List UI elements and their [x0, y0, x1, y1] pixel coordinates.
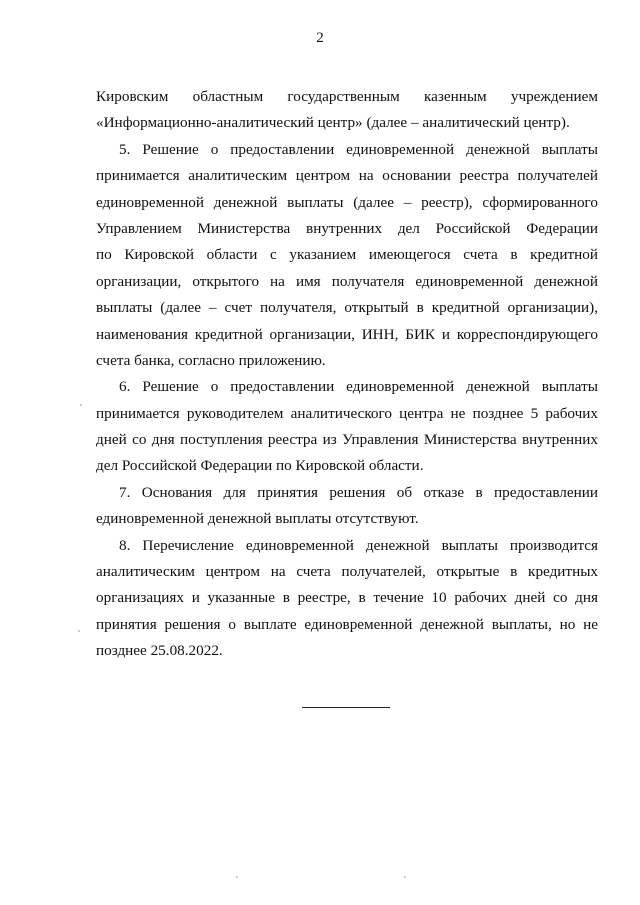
- text-line: организации, открытого на имя получателя единовременной денежной: [96, 272, 598, 290]
- end-of-document-rule: [302, 707, 390, 708]
- text-line: выплаты (далее – счет получателя, открытый в кредитной организации),: [96, 299, 598, 317]
- text-line: единовременной денежной выплаты отсутствуют.: [96, 510, 419, 528]
- page-number: 2: [316, 30, 324, 46]
- text-line: принимается аналитическим центром на основании реестра получателей: [96, 167, 598, 185]
- paragraph-item-5: [96, 137, 598, 375]
- text-line: единовременной денежной выплаты (далее – реестр), сформированного: [96, 193, 598, 211]
- scan-speck: [80, 404, 82, 406]
- text-line: дней со дня поступления реестра из Управления Министерства внутренних: [96, 431, 598, 449]
- text-line: 5. Решение о предоставлении единовременной денежной выплаты: [119, 140, 598, 158]
- text-line: позднее 25.08.2022.: [96, 642, 223, 660]
- text-line: принятия решения о выплате единовременной денежной выплаты, но не: [96, 615, 598, 633]
- paragraph-item-7: [96, 480, 598, 533]
- document-body: [96, 84, 598, 665]
- text-line: «Информационно-аналитический центр» (далее – аналитический центр).: [96, 114, 570, 132]
- paragraph-item-8: [96, 533, 598, 665]
- text-line: 7. Основания для принятия решения об отказе в предоставлении: [119, 483, 598, 501]
- scan-speck: [404, 876, 406, 878]
- text-line: организациях и указанные в реестре, в течение 10 рабочих дней со дня: [96, 589, 598, 607]
- scan-speck: [236, 876, 238, 878]
- text-line: дел Российской Федерации по Кировской области.: [96, 457, 424, 475]
- text-line: наименования кредитной организации, ИНН, БИК и корреспондирующего: [96, 325, 598, 343]
- text-line: 6. Решение о предоставлении единовременной денежной выплаты: [119, 378, 598, 396]
- text-line: Кировским областным государственным казенным учреждением: [96, 88, 598, 105]
- text-line: принимается руководителем аналитического центра не позднее 5 рабочих: [96, 404, 598, 422]
- paragraph: [96, 84, 598, 137]
- scan-speck: [78, 630, 80, 632]
- paragraph-item-6: [96, 374, 598, 480]
- text-line: Управлением Министерства внутренних дел Российской Федерации: [96, 219, 598, 237]
- text-line: по Кировской области с указанием имеющегося счета в кредитной: [96, 246, 598, 264]
- text-line: аналитическим центром на счета получателей, открытые в кредитных: [96, 563, 598, 581]
- text-line: 8. Перечисление единовременной денежной выплаты производится: [119, 536, 598, 554]
- text-line: счета банка, согласно приложению.: [96, 351, 326, 369]
